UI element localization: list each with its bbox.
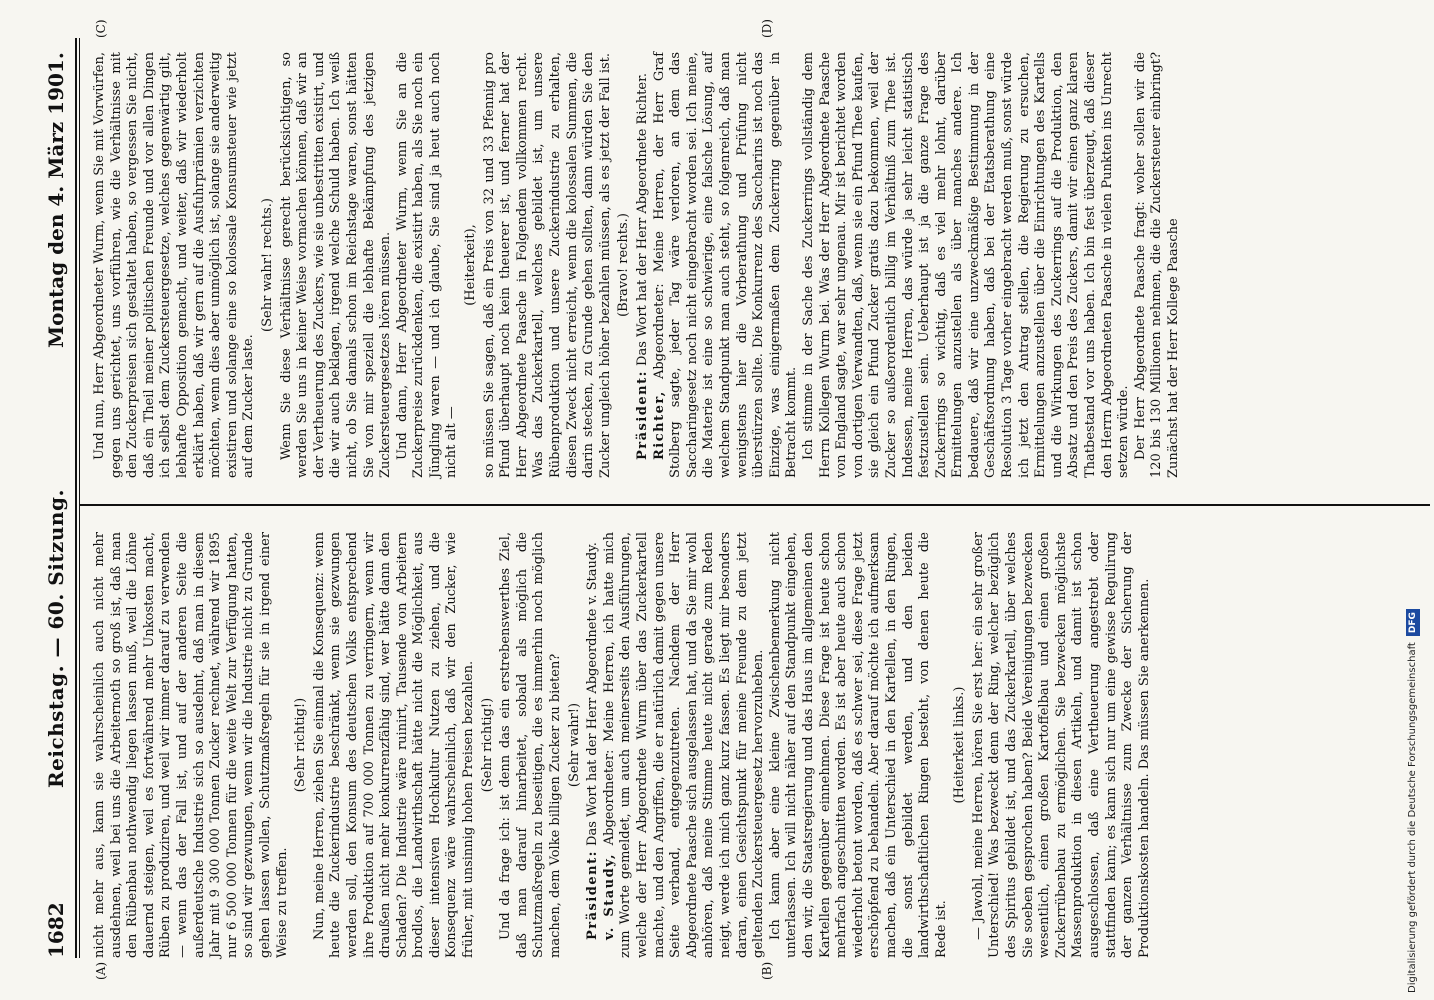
interjection: (Sehr wahr!) xyxy=(566,702,582,788)
paragraph: Wenn Sie diese Verhältnisse gerecht berücksichtigen, so werden Sie uns in keiner Weise vormachen können, daß wir an der Vertheuerung des Zuckers, wie sie unbestritten existirt, und die wir auch beklagen, irgend welche Schuld haben. Ich weiß nicht, ob Sie damals schon im Reichstage waren, sonst hätten Sie von mir speziell die lebhafte Bekämpfung des jetzigen Zuckersteuergesetzes hören müssen. xyxy=(278,52,394,478)
header-session: Reichstag. — 60. Sitzung. xyxy=(44,489,68,788)
paragraph: Ich kann aber eine kleine Zwischenbemerkung nicht unterlassen. Ich will nicht näher auf den Standpunkt eingehen, den wir, die Staatsregierung und das Haus im allgemeinen den Kartellen gegenüber einnehmen. Diese Frage ist heute schon mehrfach angeschnitten worden. Es ist aber heute auch schon wiederholt betont worden, daß es schwer sei, diese Frage jetzt erschöpfend zu behandeln. Aber darauf möchte ich aufmerksam machen, daß ein Unterschied in den Kartellen, in den Ringen, die sonst gebildet werden, und den beiden landwirthschaftlichen Ringen besteht, von denen heute die Rede ist. xyxy=(767,532,949,958)
page-header xyxy=(40,38,74,958)
interjection: (Heiterkeit links.) xyxy=(952,686,968,804)
paragraph: Ich stimme in der Sache des Zuckerrings vollständig dem Herrn Kollegen Wurm bei. Was der Herr Abgeordnete Paasche von England sagte, war sehr ungenau. Mir ist berichtet worden von dortigen Verwandten, daß, wenn sie ein Pfund Thee kaufen, sie gleich ein Pfund Zucker gratis dazu bekommen, weil der Zucker so außerordentlich billig im Verhältniß zum Thee ist. Indessen, meine Herren, das würde ja sehr leicht statistisch festzustellen sein. Ueberhaupt ist ja die ganze Frage des Zuckerrings so wichtig, daß es viel mehr lohnt, darüber Ermittelungen anzustellen als über manches andere. Ich bedauere, daß wir eine unzweckmäßige Bestimmung in der Geschäftsordnung haben, daß bei der Etatsberathung eine Resolution 3 Tage vorher eingebracht werden muß, sonst würde ich jetzt den Antrag stellen, die Regierung zu ersuchen, Ermittelungen anzustellen über die Einrichtungen des Kartells und die Wirkungen des Zuckerrings auf die Produktion, den Absatz und den Preis des Zuckers, damit wir einen ganz klaren Thatbestand vor uns haben. Ich bin fest überzeugt, daß dieser den Herrn Abgeordneten Paasche in vielen Punkten ins Unrecht setzen würde. xyxy=(800,52,1132,478)
paragraph: Und dann, Herr Abgeordneter Wurm, wenn Sie an die Zuckerpreise zurückdenken, die existirt haben, als Sie noch ein Jüngling waren — und ich glaube, Sie sind ja heut auch noch nicht alt — xyxy=(394,52,460,478)
column-divider xyxy=(80,504,1430,506)
paragraph: Und nun, Herr Abgeordneter Wurm, wenn Sie mit Vorwürfen, gegen uns gerichtet, uns vorführen, wie die Verhältnisse mit den Zuckerpreisen sich gestaltet haben, so vergessen Sie nicht, daß ein Theil meiner politischen Freunde und vor allen Dingen ich selbst dem Zuckersteuergesetze, welches gegenwärtig gilt, lebhafte Opposition gemacht, und weiter, daß wir wiederholt erklärt haben, daß wir gern auf die Ausfuhrprämien verzichten möchten, wenn dies aber unmöglich ist, solange sie anderweitig existiren und solange eine so kolossale Konsumsteuer wie jetzt auf dem Zucker laste. xyxy=(92,52,257,478)
margin-mark-d: (D) xyxy=(760,19,774,38)
speaker-paragraph xyxy=(652,52,801,478)
margin-mark-c: (C) xyxy=(94,19,108,38)
speaker-paragraph xyxy=(585,532,602,958)
text-column-right xyxy=(92,52,1183,478)
interjection: (Heiterkeit), xyxy=(463,224,479,306)
speaker-paragraph xyxy=(635,52,652,478)
header-date: Montag den 4. März 1901. xyxy=(44,52,68,348)
speaker-paragraph xyxy=(602,532,768,958)
paragraph: so müssen Sie sagen, daß ein Preis von 32 und 33 Pfennig pro Pfund überhaupt noch kein theuerer ist, und ferner hat der Herr Abgeordnete Paasche in Folgendem vollkommen recht. Was das Zuckerkartell, welches gebildet ist, um unsere Rübenproduktion und unsere Zuckerindustrie zu erhalten, diesen Zweck nicht erreicht, wenn die kolossalen Summen, die darin stecken, zu Grunde gehen sollten, dann würden Sie den Zucker ungleich höher bezahlen müssen, als es jetzt der Fall ist. xyxy=(481,52,613,478)
margin-mark-a: (A) xyxy=(94,961,108,980)
paragraph: Nun, meine Herren, ziehen Sie einmal die Konsequenz: wenn heute die Zuckerindustrie beschränkt, wenn sie gezwungen werden soll, den Konsum des deutschen Volks entsprechend ihre Produktion auf 700 000 Tonnen zu verringern, wenn wir draußen nicht mehr konkurrenzfähig sind, wer hätte dann den Schaden? Die Industrie wäre ruinirt, Tausende von Arbeitern brodlos, die Landwirthschaft hätte nicht die Möglichkeit, aus dieser intensiven Hochkultur Nutzen zu ziehen, und die Konsequenz wäre wahrscheinlich, daß wir den Zucker, wie früher, mit unsinnig hohen Preisen bezahlen. xyxy=(311,532,477,958)
paragraph: — Jawohl, meine Herren, hören Sie erst her: ein sehr großer Unterschied! Was bezweckt denn der Ring, welcher bezüglich des Spiritus gebildet ist, und das Zuckerkartell, über welches Sie soeben gesprochen haben? Beide Vereinigungen bezwecken wesentlich, einen großen Kartoffelbau und einen großen Zuckerrübenbau zu ermöglichen. Sie bezwecken möglichste Massenproduktion in diesen Artikeln, und damit ist schon ausgeschlossen, daß eine Vertheuerung angestrebt oder stattfinden kann; es kann sich nur um eine gewisse Regulirung der ganzen Verhältnisse zum Zwecke der Sicherung der Produktionskosten handeln. Das müssen Sie anerkennen. xyxy=(970,532,1152,958)
paragraph: nicht mehr aus, kann sie wahrscheinlich auch nicht mehr ausdehnen, weil bei uns die Arbeiternoth so groß ist, daß man den Rübenbau nothwendig liegen lassen muß, weil die Löhne dauernd steigen, weil es fortwährend mehr Unkosten macht, Rüben zu produziren, und weil wir immer darauf zu verwenden — wenn das der Fall ist, und auf der anderen Seite die außerdeutsche Industrie sich so ausdehnt, daß man in diesem Jahr mit 9 300 000 Tonnen Zucker rechnet, während wir 1895 nur 6 500 000 Tonnen für die weite Welt zur Verfügung hatten, so sind wir gezwungen, wenn wir die Industrie nicht zu Grunde gehen lassen wollen, Schutzmaßregeln für sie in irgend einer Weise zu treffen. xyxy=(92,532,290,958)
page-number: 1682 xyxy=(44,902,68,958)
speech-text: Abgeordneter: Meine Herren, ich hatte mich zum Worte gemeldet, um auch meinerseits den Ausführungen, welche der Herr Abgeordnete Wurm über das Zuckerkartell machte, und den Angriffen, die er natürlich damit gegen unsere Seite verband, entgegenzutreten. Nachdem der Herr Abgeordnete Paasche sich ausgelassen hat, und da Sie mir wohl anhören, daß meine Stimme heute nicht gerade zum Reden neigt, werde ich mich ganz kurz fassen. Es liegt mir besonders daran, einen Gesichtspunkt für meine Freunde zu dem jetzt geltenden Zuckersteuergesetz hervorzuheben. xyxy=(601,532,767,958)
digitization-credit xyxy=(1402,8,1424,993)
interjection: (Sehr richtig!) xyxy=(293,697,309,793)
speech-text: Abgeordneter: Meine Herren, der Herr Graf Stolberg sagte, jeder Tag wäre verloren, an dem das Saccharingesetz noch nicht eingebracht worden sei. Ich meine, die Materie ist eine so schwierige, eine falsche Lösung, auf welchem Standpunkt man auch steht, so folgenreich, daß man wenigstens hier die Vorberathung und Prüfung nicht überstürzen sollte. Die Konkurrenz des Saccharins ist noch das Einzige, was einigermaßen dem Zuckerring gegenüber in Betracht kommt. xyxy=(651,51,800,478)
interjection: (Sehr wahr! rechts.) xyxy=(259,198,275,332)
interjection: (Sehr richtig!) xyxy=(479,697,495,793)
speaker-name: Präsident: xyxy=(585,850,601,940)
speaker-name: Richter, xyxy=(651,390,667,460)
paragraph: Der Herr Abgeordnete Paasche fragt: woher sollen wir die 120 bis 130 Millionen nehmen, die die Zuckersteuer einbringt? Zunächst hat der Herr Kollege Paasche xyxy=(1132,52,1181,478)
text-column-left xyxy=(92,532,1153,958)
speech-text: Das Wort hat der Herr Abgeordnete v. Staudy. xyxy=(585,542,601,846)
dfg-badge: DFG xyxy=(1406,609,1420,636)
paragraph: Und da frage ich: ist denn das ein erstrebenswerthes Ziel, daß man darauf hinarbeitet, sobald als möglich die Schutzmaßregeln zu beseitigen, die es immerhin noch möglich machen, dem Volke billigen Zucker zu bieten? xyxy=(498,532,564,958)
speaker-name: Präsident: xyxy=(635,370,650,460)
header-rule-thin xyxy=(79,38,80,958)
speech-text: Das Wort hat der Herr Abgeordnete Richter. xyxy=(635,73,650,366)
interjection: (Bravo! rechts.) xyxy=(616,213,632,317)
margin-mark-b: (B) xyxy=(760,961,774,980)
speaker-name: v. Staudy, xyxy=(601,852,617,940)
credit-text: Digitalisierung gefördert durch die Deutsche Forschungsgemeinschaft xyxy=(1407,642,1418,993)
header-rule xyxy=(75,38,77,958)
